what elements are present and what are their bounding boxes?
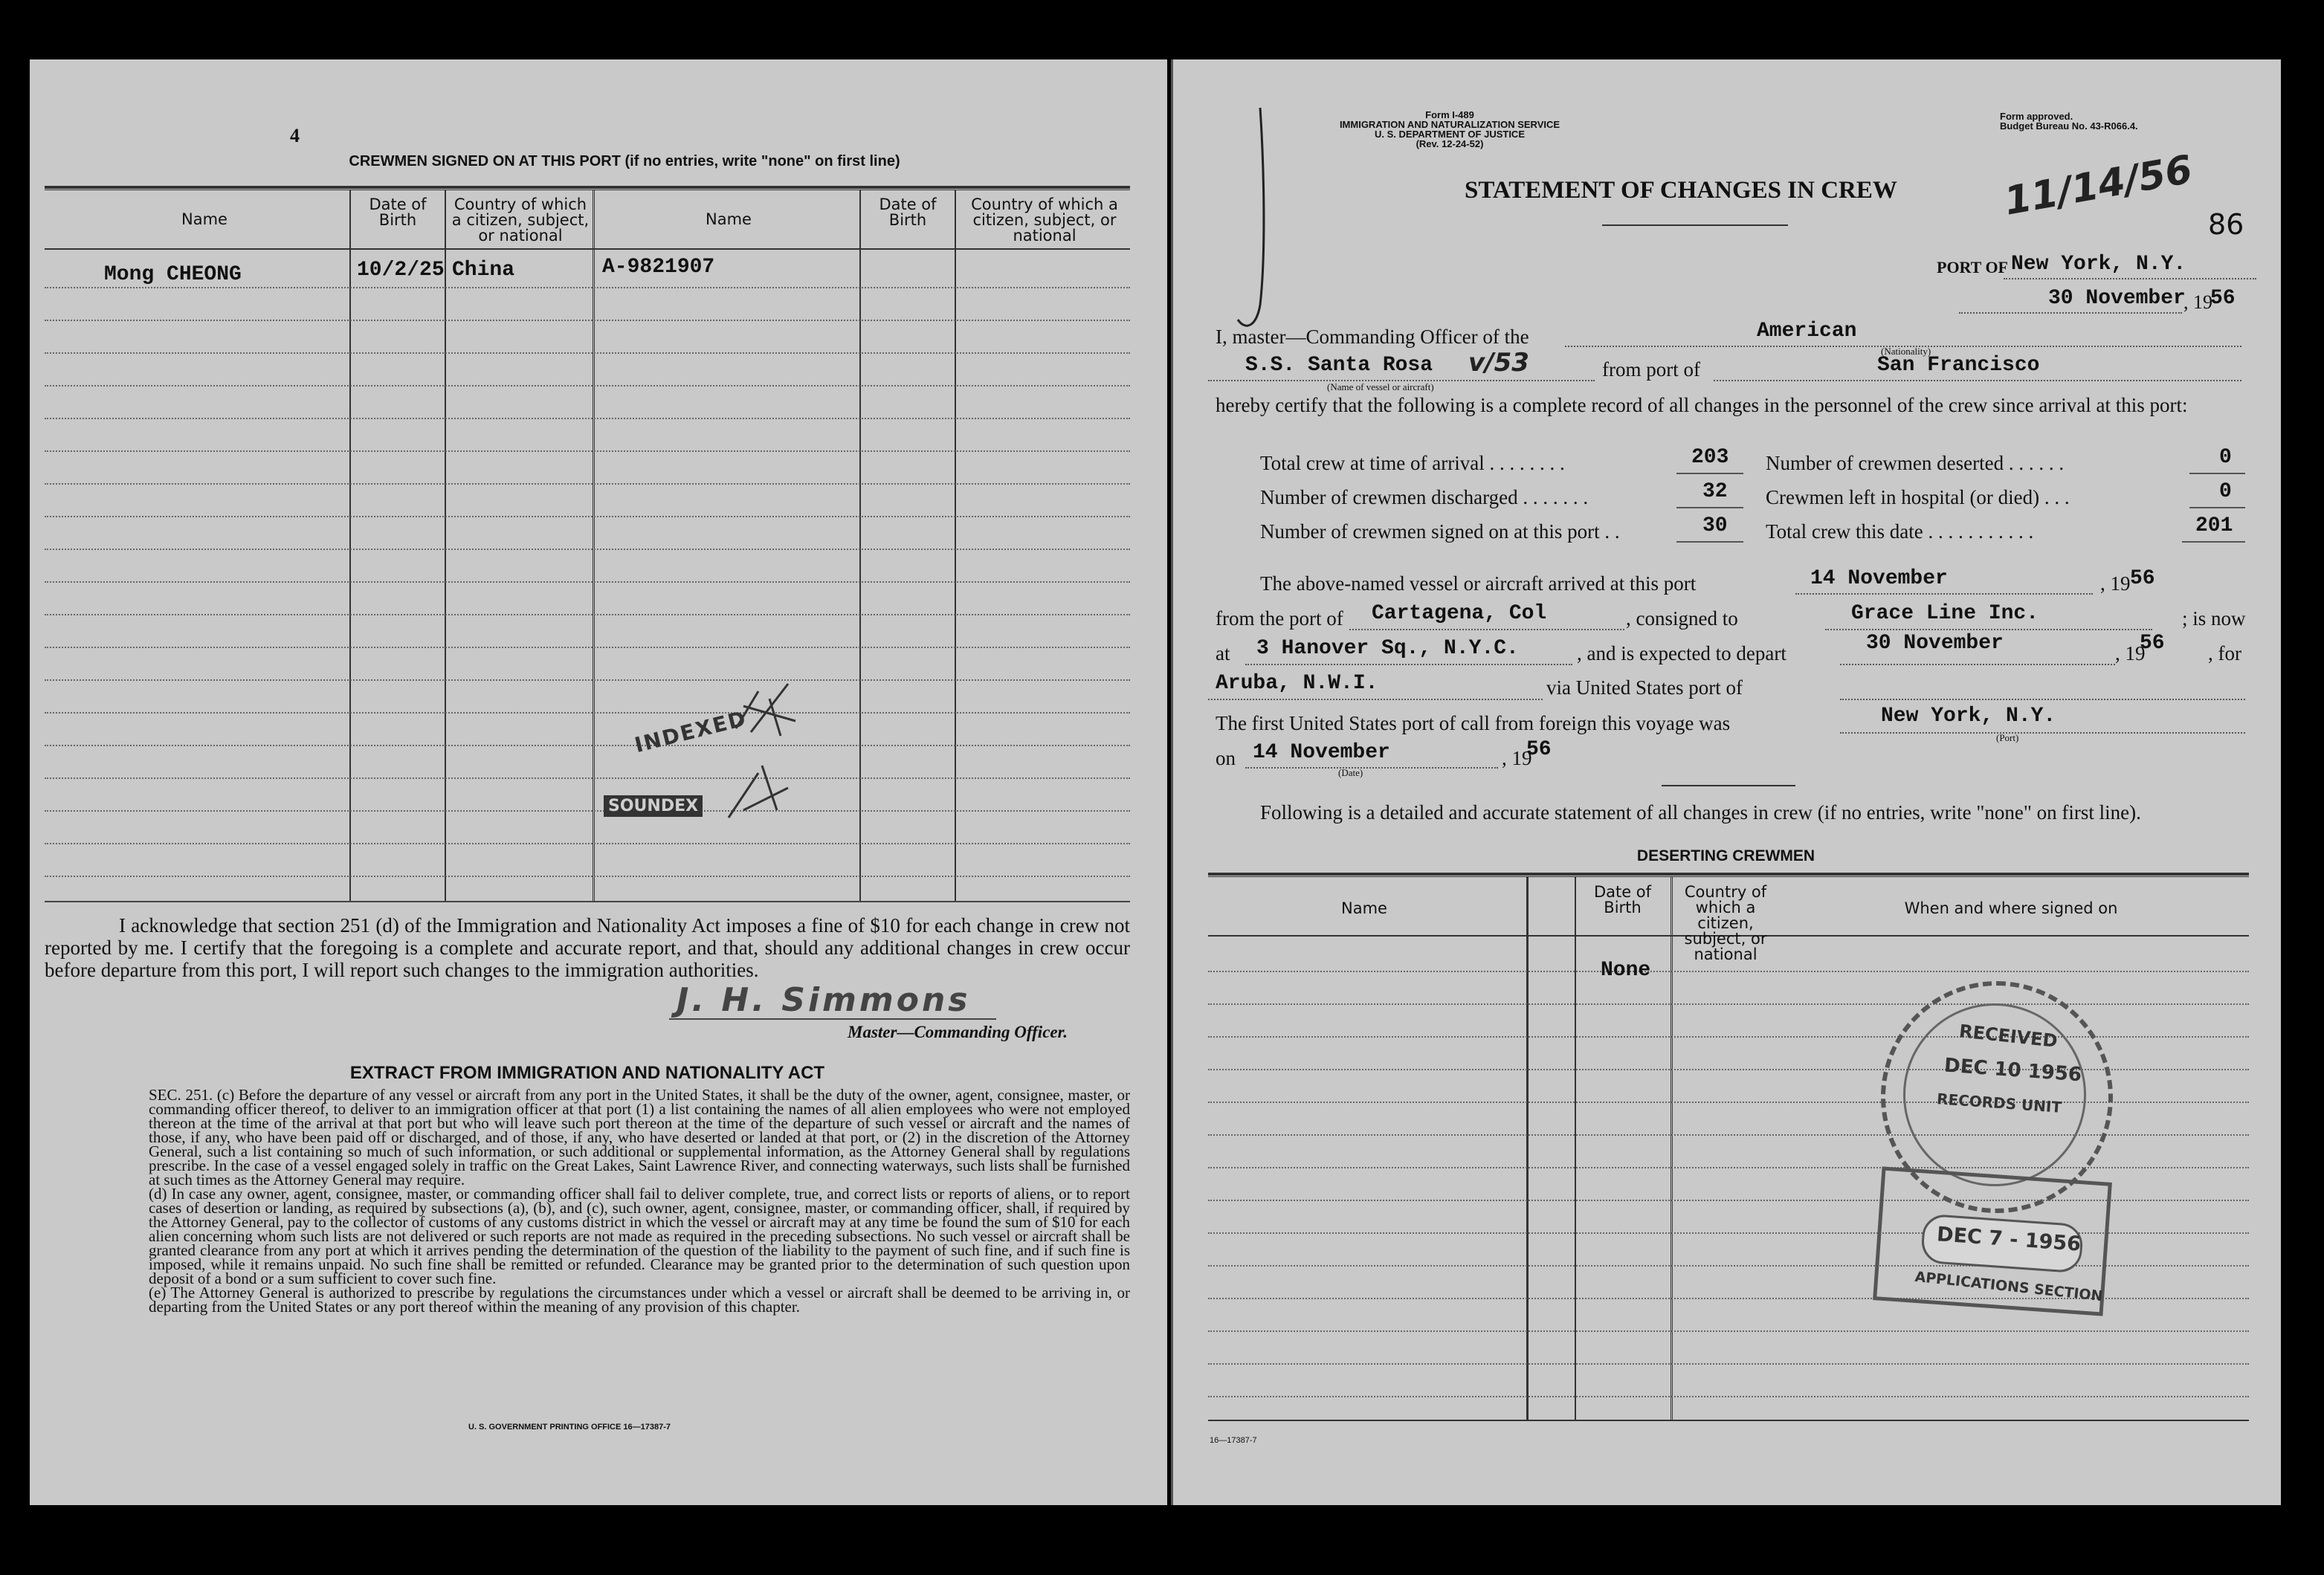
des-header-dob: Date of Birth bbox=[1593, 883, 1652, 916]
at-value: 3 Hanover Sq., N.Y.C. bbox=[1256, 637, 1519, 660]
des-col-divider bbox=[1671, 877, 1673, 1420]
deserting-title: DESERTING CREWMEN bbox=[1636, 847, 1815, 864]
arrived-date: 14 November bbox=[1810, 567, 1948, 590]
expected-label: , and is expected to depart bbox=[1577, 642, 1786, 664]
table-row-line bbox=[45, 777, 1130, 779]
consigned-line bbox=[1825, 629, 2152, 630]
arrived-label: The above-named vessel or aircraft arrived at this port bbox=[1260, 572, 1697, 595]
soundex-stamp: SOUNDEX bbox=[604, 795, 703, 817]
is-now-label: ; is now bbox=[2182, 607, 2246, 630]
des-row-line bbox=[1208, 1330, 2249, 1332]
master-signature: J. H. Simmons bbox=[677, 981, 971, 1019]
des-header-name: Name bbox=[1341, 899, 1387, 917]
des-row-line bbox=[1208, 1363, 2249, 1365]
des-row-line bbox=[1208, 1003, 2249, 1005]
des-row-line bbox=[1208, 1396, 2249, 1397]
col-divider bbox=[445, 190, 446, 901]
from-the-port-value: Cartagena, Col bbox=[1372, 602, 1547, 625]
form-title: STATEMENT OF CHANGES IN CREW bbox=[1465, 177, 1897, 204]
extract-title: EXTRACT FROM IMMIGRATION AND NATIONALITY ACT bbox=[349, 1063, 825, 1083]
handwritten-date: 11/14/56 bbox=[2001, 147, 2196, 224]
destination-value: Aruba, N.W.I. bbox=[1216, 672, 1378, 695]
stat-label-total-date: Total crew this date . . . . . . . . . . . bbox=[1766, 520, 2034, 543]
table-row-line bbox=[45, 352, 1130, 354]
on-date: 14 November bbox=[1253, 741, 1390, 764]
stat-value-discharged: 32 bbox=[1702, 480, 1728, 503]
table-row-line bbox=[45, 450, 1130, 452]
header-bottom-rule bbox=[45, 248, 1130, 250]
via-line bbox=[1840, 699, 2245, 700]
table-row-line bbox=[45, 483, 1130, 485]
on-year: 56 bbox=[1526, 738, 1552, 761]
first-port-line bbox=[1840, 732, 2245, 734]
from-port-value: San Francisco bbox=[1877, 354, 2040, 377]
stat-line bbox=[2182, 541, 2245, 543]
des-row-line bbox=[1208, 971, 2249, 972]
signature-caption: Master—Commanding Officer. bbox=[848, 1023, 1068, 1041]
year-prefix: , 19 bbox=[2183, 291, 2212, 313]
stat-label-signed-on: Number of crewmen signed on at this port . . bbox=[1260, 520, 1620, 543]
extract-text: SEC. 251. (c) Before the departure of any vessel or aircraft from any port in the United States, it shall be the duty of the owner, agent, consignee, master, or commanding officer thereof, to deliver to an immigration officer at that port (1) a list containing the names of all alien employees who were not employed thereon at the time of the arrival at that port but who will leave such port thereon at the time of the departure of such vessel or aircraft and the names of those, if any, who have been paid off or discharged, and of those, if any, who have deserted or landed at that port, or (2) in the discretion of the Attorney General, such a list containing so much of such information, or such additional or supplemental information, as the Attorney General shall by regulations prescribe. In the case of a vessel engaged solely in traffic on the Great Lakes, Saint Lawrence River, and connecting waterways, such lists shall be furnished at such times as the Attorney General may require. (d) In case any owner, agent, consignee, master, or commanding officer shall fail to deliver complete, true, and correct lists or reports of aliens, or to report cases of desertion or landing, as required by subsections (a), (b), and (c), such owner, agent, consignee, master, or commanding officer, shall, if required by the Attorney General, pay to the collector of customs of any customs district in which the vessel or aircraft may at any time be found the sum of $10 for each alien concerning whom such lists are not delivered or such reports are not made as required in the preceding subsections. No such vessel or aircraft shall be granted clearance from any port at which it arrives pending the determination of the question of the liability to the payment of such fine, and if such fine is imposed, while it remains unpaid. No such fine shall be remitted or refunded. Clearance may be granted prior to the determination of such question upon deposit of a bond or a sum sufficient to cover such fine. (e) The Attorney General is authorized to prescribe by regulations the circumstances under which a vessel or aircraft shall be deemed to be arriving in, or departing from the United States or any port thereof within the meaning of any provision of this chapter. bbox=[149, 1086, 1130, 1316]
on-date-line bbox=[1245, 767, 1498, 769]
from-port-line bbox=[1714, 380, 2241, 381]
port-caption: (Port) bbox=[1996, 732, 2019, 743]
table-row-line bbox=[45, 679, 1130, 681]
depart-date: 30 November bbox=[1866, 632, 2004, 655]
master-label: I, master—Commanding Officer of the bbox=[1216, 326, 1529, 348]
nationality-value: American bbox=[1757, 320, 1857, 343]
des-table-bottom-rule bbox=[1208, 1420, 2249, 1421]
crewman-name: Mong CHEONG bbox=[104, 263, 242, 286]
arrived-year: 56 bbox=[2130, 567, 2155, 590]
received-rect-stamp-date: DEC 7 - 1956 bbox=[1936, 1223, 2082, 1256]
crewman-alien-number: A-9821907 bbox=[602, 256, 715, 279]
stat-value-hospital: 0 bbox=[2219, 480, 2232, 503]
revision: (Rev. 12-24-52) bbox=[1416, 138, 1484, 149]
consigned-label: , consigned to bbox=[1626, 607, 1738, 630]
stat-line bbox=[2189, 507, 2245, 508]
right-page bbox=[1171, 59, 2281, 1505]
table-row-line bbox=[45, 549, 1130, 550]
first-port-value: New York, N.Y. bbox=[1881, 705, 2056, 728]
stat-label-total-arrival: Total crew at time of arrival . . . . . . . . bbox=[1260, 452, 1565, 474]
received-stamp-date: DEC 10 1956 bbox=[1943, 1054, 2082, 1087]
table-row-line bbox=[45, 418, 1130, 419]
column-header-name: Name bbox=[181, 210, 227, 228]
crewman-dob: 10/2/25 bbox=[357, 259, 445, 282]
received-stamp-label: RECEIVED bbox=[1957, 1021, 2059, 1052]
table-row-line bbox=[45, 320, 1130, 321]
consigned-value: Grace Line Inc. bbox=[1851, 602, 2039, 625]
des-header-country: Country of which a citizen, subject, or national bbox=[1684, 883, 1767, 963]
certify-text: hereby certify that the following is a complete record of all changes in the personnel of the crew since arrival at this port: bbox=[1216, 394, 2188, 416]
table-top-rule bbox=[45, 186, 1130, 189]
check-mark-icon bbox=[729, 676, 810, 743]
des-row-line bbox=[1208, 1167, 2249, 1168]
port-of-value: New York, N.Y. bbox=[2011, 253, 2186, 276]
table-bottom-rule bbox=[45, 901, 1130, 902]
table-row-line bbox=[45, 876, 1130, 877]
table-row-line bbox=[45, 843, 1130, 844]
printer-line-right: 16—17387-7 bbox=[1210, 1436, 1257, 1445]
depart-year: 56 bbox=[2140, 632, 2165, 655]
on-year-prefix: , 19 bbox=[1502, 747, 1532, 769]
printer-line: U. S. GOVERNMENT PRINTING OFFICE 16—17387-7 bbox=[468, 1423, 671, 1432]
applications-section-stamp: APPLICATIONS SECTION bbox=[1914, 1268, 2104, 1305]
page-fold bbox=[1171, 59, 1173, 1505]
stat-line bbox=[1676, 507, 1743, 508]
at-line bbox=[1245, 664, 1572, 665]
bracket-mark-icon bbox=[1230, 104, 1275, 342]
first-port-label: The first United States port of call from foreign this voyage was bbox=[1216, 712, 1731, 734]
date-caption: (Date) bbox=[1338, 767, 1363, 778]
crewman-country: China bbox=[452, 259, 515, 282]
form-approved-block bbox=[2000, 111, 2138, 131]
form-approved: Form approved. bbox=[2000, 111, 2073, 122]
section-title: CREWMEN SIGNED ON AT THIS PORT (if no entries, write "none" on first line) bbox=[349, 153, 900, 169]
from-port-label: from port of bbox=[1602, 358, 1700, 381]
des-header-signed-on: When and where signed on bbox=[1904, 899, 2118, 917]
stat-label-hospital: Crewmen left in hospital (or died) . . . bbox=[1766, 486, 2070, 508]
acknowledgement-text: I acknowledge that section 251 (d) of the Immigration and Nationality Act imposes a fine of $10 for each change in crew not reported by me. I certify that the foregoing is a complete and accurate report, and that, should any additional changes in crew occur before departure from this port, I will report such changes to the immigration authorities. bbox=[45, 914, 1130, 981]
page-number: 4 bbox=[290, 125, 300, 146]
stat-line bbox=[1676, 473, 1743, 474]
table-row-line bbox=[45, 516, 1130, 517]
des-col-name-end bbox=[1526, 877, 1528, 1420]
nationality-caption: (Nationality) bbox=[1881, 346, 1931, 357]
left-page bbox=[30, 59, 1167, 1505]
report-year: 56 bbox=[2210, 287, 2236, 310]
indexed-stamp: INDEXED bbox=[632, 705, 749, 758]
column-header-name-2: Name bbox=[706, 210, 752, 228]
received-stamp-unit: RECORDS UNIT bbox=[1936, 1090, 2062, 1116]
signature-line bbox=[669, 1018, 996, 1020]
stat-line bbox=[1676, 541, 1743, 543]
des-col-divider bbox=[1575, 877, 1576, 1420]
stat-value-deserted: 0 bbox=[2219, 446, 2232, 469]
vessel-handwritten-note: v/53 bbox=[1468, 348, 1529, 378]
check-mark-icon bbox=[721, 758, 803, 825]
report-date: 30 November bbox=[2048, 287, 2186, 310]
column-header-dob-2: Date of Birth bbox=[879, 195, 937, 229]
table-row-line bbox=[45, 581, 1130, 583]
table-row-line bbox=[45, 614, 1130, 615]
col-divider bbox=[593, 190, 595, 901]
stat-value-signed-on: 30 bbox=[1702, 514, 1728, 537]
table-row-line bbox=[45, 745, 1130, 746]
column-header-country-2: Country of which a citizen, subject, or national bbox=[971, 195, 1118, 245]
column-header-country: Country of which a citizen, subject, or national bbox=[451, 195, 590, 245]
on-label: on bbox=[1216, 747, 1236, 769]
from-the-port-label: from the port of bbox=[1216, 607, 1343, 630]
for-label: , for bbox=[2208, 642, 2241, 664]
col-divider bbox=[349, 190, 351, 901]
form-number: Form I-489 bbox=[1425, 109, 1474, 120]
port-of-label: PORT OF bbox=[1937, 258, 2008, 276]
table-row-line bbox=[45, 287, 1130, 288]
budget-bureau: Budget Bureau No. 43-R066.4. bbox=[2000, 120, 2138, 132]
table-row-line bbox=[45, 385, 1130, 387]
table-row-line bbox=[45, 712, 1130, 714]
table-row-line bbox=[45, 810, 1130, 812]
from-the-port-line bbox=[1349, 629, 1624, 630]
table-row-line bbox=[45, 647, 1130, 648]
destination-line bbox=[1208, 699, 1543, 700]
arrived-year-prefix: , 19 bbox=[2100, 572, 2131, 595]
des-table-top-rule-2 bbox=[1208, 876, 2249, 877]
vessel-name: S.S. Santa Rosa bbox=[1245, 354, 1433, 377]
arrived-date-line bbox=[1795, 593, 2093, 595]
stat-value-total-arrival: 203 bbox=[1691, 446, 1729, 469]
depart-date-line bbox=[1840, 664, 2115, 665]
vessel-caption: (Name of vessel or aircraft) bbox=[1327, 381, 1434, 392]
column-header-dob: Date of Birth bbox=[369, 195, 427, 229]
deserting-none-entry: None bbox=[1601, 959, 1651, 982]
department-name: U. S. DEPARTMENT OF JUSTICE bbox=[1375, 129, 1525, 140]
stat-line bbox=[2189, 473, 2245, 474]
stat-label-deserted: Number of crewmen deserted . . . . . . bbox=[1766, 452, 2065, 474]
via-label: via United States port of bbox=[1546, 676, 1743, 699]
report-date-line bbox=[1959, 312, 2182, 314]
depart-year-prefix: , 19 bbox=[2115, 642, 2146, 664]
page-serial-number: 86 bbox=[2208, 208, 2244, 241]
form-header bbox=[1282, 110, 1617, 149]
following-text: Following is a detailed and accurate statement of all changes in crew (if no entries, write "none" on first line). bbox=[1260, 801, 2141, 824]
section-divider bbox=[1662, 785, 1795, 786]
col-divider bbox=[955, 190, 956, 901]
port-of-line bbox=[2004, 278, 2256, 279]
stat-label-discharged: Number of crewmen discharged . . . . . . . bbox=[1260, 486, 1589, 508]
title-underline bbox=[1602, 224, 1788, 226]
stat-value-total-date: 201 bbox=[2195, 514, 2233, 537]
col-divider bbox=[859, 190, 861, 901]
agency-name: IMMIGRATION AND NATURALIZATION SERVICE bbox=[1339, 119, 1560, 130]
at-label: at bbox=[1216, 642, 1230, 664]
des-table-top-rule bbox=[1208, 873, 2249, 876]
